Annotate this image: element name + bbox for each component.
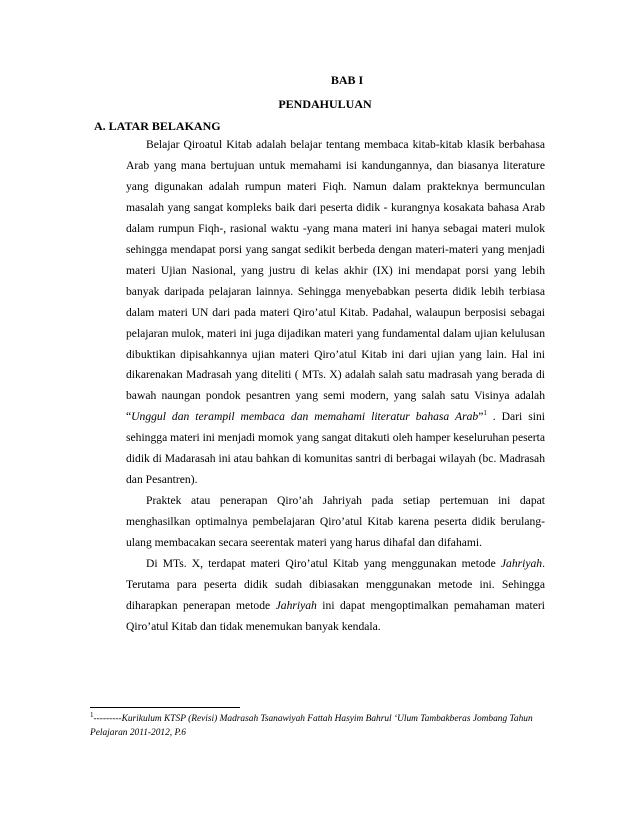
footnote-separator <box>90 707 240 708</box>
footnote-text: ---------Kurikulum KTSP (Revisi) Madrasah Tsanawiyah Fattah Hasyim Bahrul ‘Ulum Tambakberas Jombang Tahun Pelajaran 2011-2012, P.6 <box>90 714 533 738</box>
paragraph-3-middle: . Terutama para peserta didik sudah dibiasakan menggunakan metode ini. Sehingga diharapkan penerapan metode <box>126 557 545 612</box>
method-name-repeat: Jahriyah <box>275 598 317 612</box>
body-text <box>126 135 545 638</box>
footnote <box>90 712 550 740</box>
footnote-reference: 1 <box>483 409 487 418</box>
paragraph-1 <box>126 135 545 491</box>
method-name: Jahriyah <box>500 557 543 571</box>
paragraph-2: Praktek atau penerapan Qiro’ah Jahriyah pada setiap pertemuan ini dapat menghasilkan optimalnya pembelajaran Qiro’atul Kitab karena peserta didik berulang-ulang membacakan secara seerentak materi yang harus dihafal dan difahami. <box>126 494 545 550</box>
paragraph-3-text: Di MTs. X, terdapat materi Qiro’atul Kitab yang menggunakan metode <box>146 557 501 571</box>
footnote-number: 1 <box>90 710 94 719</box>
paragraph-1-continuation: . Dari sini sehingga materi ini menjadi momok yang sangat ditakuti oleh hamper keseluruhan peserta didik di Madarasah ini atau bahkan di komunitas santri di berbagai wilayah (bc. Madrasah dan Pesantren). <box>126 410 545 487</box>
motto-quote: Unggul dan terampil membaca dan memahami literatur bahasa Arab <box>131 410 479 424</box>
paragraph-1-text: Belajar Qiroatul Kitab adalah belajar tentang membaca kitab-kitab klasik berbahasa Arab yang mana bertujuan untuk memahami isi kandungannya, dan biasanya literature yang digunakan adalah rumpun materi Fiqh. Namun dalam prakteknya bermunculan masalah yang sangat kompleks baik dari peserta didik - kurangnya kosakata bahasa Arab dalam rumpun Fiqh-, rasional waktu -yang mana materi ini hanya sebagai materi mulok sehingga mendapat porsi yang sangat sedikit berbeda dengan materi-materi yang menjadi materi Ujian Nasional, yang justru di kelas akhir (IX) ini mendapat porsi yang lebih banyak daripada pelajaran lainnya. Sehingga menyebabkan peserta didik lebih terbiasa dalam materi UN dari pada materi Qiro’atul Kitab. Padahal, walaupun berposisi sebagai pelajaran mulok, materi ini juga dijadikan materi yang fundamental dalam ujian kelulusan dibuktikan dipisahkannya ujian materi Qiro’atul Kitab ini dari ujian yang lain. Hal ini dikarenakan Madrasah yang diteliti ( MTs. X) adalah salah satu madrasah yang berada di bawah naungan pondok pesantren yang semi modern, yang salah satu Visinya adalah “ <box>126 138 545 424</box>
paragraph-3 <box>126 554 545 638</box>
paragraph-3-end: ini dapat mengoptimalkan pemahaman materi Qiro’atul Kitab dan tidak menemukan banyak kendala. <box>126 598 545 633</box>
chapter-number: BAB I <box>330 73 364 87</box>
quote-close: ” <box>478 410 484 424</box>
section-heading: A. LATAR BELAKANG <box>94 119 221 133</box>
chapter-title: PENDAHULUAN <box>278 97 372 111</box>
